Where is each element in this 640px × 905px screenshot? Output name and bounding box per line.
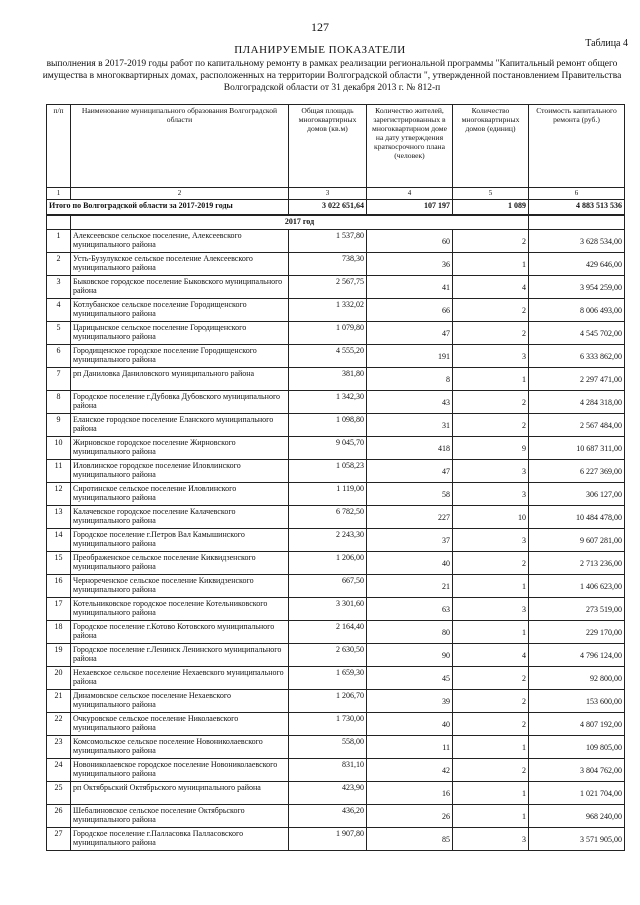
row-area: 1 907,80: [289, 828, 367, 851]
row-houses: 2: [453, 322, 529, 345]
row-houses: 2: [453, 414, 529, 437]
total-row: [47, 200, 625, 216]
row-area: 381,80: [289, 368, 367, 391]
row-municipality-name: Динамовское сельское поселение Нехаевского муниципального района: [71, 690, 289, 713]
document-title: ПЛАНИРУЕМЫЕ ПОКАЗАТЕЛИ: [234, 44, 406, 56]
row-number: 20: [47, 667, 71, 690]
total-houses: 1 089: [453, 200, 529, 216]
row-residents: 47: [367, 460, 453, 483]
row-residents: 41: [367, 276, 453, 299]
row-houses: 1: [453, 368, 529, 391]
row-area: 1 206,70: [289, 690, 367, 713]
header-cost: Стоимость капитального ремонта (руб.): [529, 105, 625, 188]
row-residents: 418: [367, 437, 453, 460]
row-cost: 3 954 259,00: [529, 276, 625, 299]
row-residents: 36: [367, 253, 453, 276]
header-row: [47, 105, 625, 188]
row-residents: 37: [367, 529, 453, 552]
row-number: 11: [47, 460, 71, 483]
row-cost: 3 571 905,00: [529, 828, 625, 851]
row-area: 1 730,00: [289, 713, 367, 736]
column-number: 2: [71, 188, 289, 200]
header-num: п/п: [47, 105, 71, 188]
row-area: 1 098,80: [289, 414, 367, 437]
row-area: 423,90: [289, 782, 367, 805]
row-houses: 2: [453, 299, 529, 322]
row-area: 6 782,50: [289, 506, 367, 529]
row-houses: 2: [453, 759, 529, 782]
row-cost: 229 170,00: [529, 621, 625, 644]
row-municipality-name: Чернореченское сельское поселение Киквидзенского муниципального района: [71, 575, 289, 598]
row-municipality-name: Очкуровское сельское поселение Николаевского муниципального района: [71, 713, 289, 736]
table-row: [47, 299, 625, 322]
row-area: 2 164,40: [289, 621, 367, 644]
row-area: 1 332,02: [289, 299, 367, 322]
table-row: [47, 828, 625, 851]
row-municipality-name: Усть-Бузулукское сельское поселение Алексеевского муниципального района: [71, 253, 289, 276]
row-area: 4 555,20: [289, 345, 367, 368]
row-cost: 10 687 311,00: [529, 437, 625, 460]
row-cost: 8 006 493,00: [529, 299, 625, 322]
row-number: 8: [47, 391, 71, 414]
row-area: 738,30: [289, 253, 367, 276]
table-row: [47, 483, 625, 506]
row-houses: 2: [453, 690, 529, 713]
row-residents: 16: [367, 782, 453, 805]
row-houses: 3: [453, 529, 529, 552]
row-number: 5: [47, 322, 71, 345]
row-residents: 85: [367, 828, 453, 851]
table-row: [47, 667, 625, 690]
table-row: [47, 575, 625, 598]
row-number: 14: [47, 529, 71, 552]
row-area: 1 119,00: [289, 483, 367, 506]
plan-table: [46, 104, 625, 851]
table-row: [47, 736, 625, 759]
header-residents: Количество жителей, зарегистрированных в многоквартирном доме на дату утверждения краткосрочного плана (человек): [367, 105, 453, 188]
row-municipality-name: Еланское городское поселение Еланского муниципального района: [71, 414, 289, 437]
table-row: [47, 552, 625, 575]
header-name: Наименование муниципального образования Волгоградской области: [71, 105, 289, 188]
row-houses: 9: [453, 437, 529, 460]
row-number: 13: [47, 506, 71, 529]
row-municipality-name: Калачевское городское поселение Калачевского муниципального района: [71, 506, 289, 529]
row-number: 12: [47, 483, 71, 506]
column-number: 3: [289, 188, 367, 200]
table-row: [47, 529, 625, 552]
row-number: 19: [47, 644, 71, 667]
row-houses: 1: [453, 575, 529, 598]
row-cost: 10 484 478,00: [529, 506, 625, 529]
row-residents: 58: [367, 483, 453, 506]
column-number: 4: [367, 188, 453, 200]
row-municipality-name: рп Даниловка Даниловского муниципального района: [71, 368, 289, 391]
total-cost: 4 883 513 536: [529, 200, 625, 216]
table-row: [47, 368, 625, 391]
row-cost: 273 519,00: [529, 598, 625, 621]
row-number: 3: [47, 276, 71, 299]
row-number: 27: [47, 828, 71, 851]
row-municipality-name: Городищенское городское поселение Городищенского муниципального района: [71, 345, 289, 368]
row-cost: 1 406 623,00: [529, 575, 625, 598]
row-municipality-name: Иловлинское городское поселение Иловлинского муниципального района: [71, 460, 289, 483]
row-municipality-name: Новониколаевское городское поселение Новониколаевского муниципального района: [71, 759, 289, 782]
table-row: [47, 414, 625, 437]
row-cost: 4 796 124,00: [529, 644, 625, 667]
row-municipality-name: Городское поселение г.Петров Вал Камышинского муниципального района: [71, 529, 289, 552]
row-cost: 4 807 192,00: [529, 713, 625, 736]
row-houses: 10: [453, 506, 529, 529]
row-municipality-name: Городское поселение г.Котово Котовского муниципального района: [71, 621, 289, 644]
row-residents: 42: [367, 759, 453, 782]
table-row: [47, 805, 625, 828]
header-houses: Количество многоквартирных домов (единиц): [453, 105, 529, 188]
row-municipality-name: Комсомольское сельское поселение Новониколаевского муниципального района: [71, 736, 289, 759]
row-number: 16: [47, 575, 71, 598]
row-area: 1 537,80: [289, 230, 367, 253]
row-municipality-name: Жирновское городское поселение Жирновского муниципального района: [71, 437, 289, 460]
row-municipality-name: рп Октябрьский Октябрьского муниципального района: [71, 782, 289, 805]
row-cost: 6 227 369,00: [529, 460, 625, 483]
table-row: [47, 690, 625, 713]
row-area: 2 630,50: [289, 644, 367, 667]
column-number-row: [47, 188, 625, 200]
table-row: [47, 230, 625, 253]
row-residents: 40: [367, 713, 453, 736]
row-number: 26: [47, 805, 71, 828]
row-area: 1 058,23: [289, 460, 367, 483]
row-houses: 1: [453, 253, 529, 276]
table-row: [47, 713, 625, 736]
table-label: Таблица 4: [585, 38, 628, 49]
row-area: 1 206,00: [289, 552, 367, 575]
column-number: 1: [47, 188, 71, 200]
row-houses: 2: [453, 391, 529, 414]
row-municipality-name: Шебалиновское сельское поселение Октябрьского муниципального района: [71, 805, 289, 828]
table-row: [47, 437, 625, 460]
row-houses: 1: [453, 782, 529, 805]
year-row: [47, 215, 625, 230]
row-cost: 306 127,00: [529, 483, 625, 506]
row-cost: 3 628 534,00: [529, 230, 625, 253]
row-area: 1 342,30: [289, 391, 367, 414]
row-residents: 31: [367, 414, 453, 437]
row-cost: 1 021 704,00: [529, 782, 625, 805]
row-houses: 2: [453, 552, 529, 575]
row-municipality-name: Сиротинское сельское поселение Иловлинского муниципального района: [71, 483, 289, 506]
row-municipality-name: Нехаевское сельское поселение Нехаевского муниципального района: [71, 667, 289, 690]
table-row: [47, 598, 625, 621]
row-cost: 2 713 236,00: [529, 552, 625, 575]
row-houses: 2: [453, 667, 529, 690]
table-row: [47, 253, 625, 276]
column-number: 5: [453, 188, 529, 200]
column-number: 6: [529, 188, 625, 200]
row-municipality-name: Городское поселение г.Ленинск Ленинского муниципального района: [71, 644, 289, 667]
row-area: 2 243,30: [289, 529, 367, 552]
row-number: 9: [47, 414, 71, 437]
row-cost: 109 805,00: [529, 736, 625, 759]
row-residents: 47: [367, 322, 453, 345]
row-houses: 1: [453, 621, 529, 644]
row-houses: 4: [453, 644, 529, 667]
row-cost: 2 567 484,00: [529, 414, 625, 437]
row-number: 25: [47, 782, 71, 805]
row-number: 4: [47, 299, 71, 322]
row-houses: 3: [453, 460, 529, 483]
row-area: 9 045,70: [289, 437, 367, 460]
row-cost: 968 240,00: [529, 805, 625, 828]
total-residents: 107 197: [367, 200, 453, 216]
table-row: [47, 391, 625, 414]
row-residents: 63: [367, 598, 453, 621]
page-number: 127: [311, 20, 329, 34]
row-houses: 3: [453, 483, 529, 506]
row-residents: 43: [367, 391, 453, 414]
row-area: 2 567,75: [289, 276, 367, 299]
row-number: 1: [47, 230, 71, 253]
table-row: [47, 759, 625, 782]
row-residents: 11: [367, 736, 453, 759]
row-number: 18: [47, 621, 71, 644]
row-cost: 92 800,00: [529, 667, 625, 690]
row-municipality-name: Котлубанское сельское поселение Городищенского муниципального района: [71, 299, 289, 322]
table-row: [47, 782, 625, 805]
row-residents: 80: [367, 621, 453, 644]
total-label: Итого по Волгоградской области за 2017-2019 годы: [47, 200, 289, 216]
table-row: [47, 276, 625, 299]
row-number: 6: [47, 345, 71, 368]
table-row: [47, 345, 625, 368]
row-residents: 227: [367, 506, 453, 529]
row-municipality-name: Преображенское сельское поселение Киквидзенского муниципального района: [71, 552, 289, 575]
row-houses: 3: [453, 598, 529, 621]
row-residents: 26: [367, 805, 453, 828]
year-label: 2017 год: [71, 215, 529, 230]
row-cost: 153 600,00: [529, 690, 625, 713]
row-houses: 3: [453, 345, 529, 368]
row-area: 1 079,80: [289, 322, 367, 345]
row-area: 436,20: [289, 805, 367, 828]
row-residents: 40: [367, 552, 453, 575]
row-area: 831,10: [289, 759, 367, 782]
row-houses: 3: [453, 828, 529, 851]
table-row: [47, 644, 625, 667]
row-number: 22: [47, 713, 71, 736]
row-residents: 60: [367, 230, 453, 253]
row-number: 24: [47, 759, 71, 782]
row-municipality-name: Городское поселение г.Палласовка Палласовского муниципального района: [71, 828, 289, 851]
row-residents: 90: [367, 644, 453, 667]
row-residents: 66: [367, 299, 453, 322]
row-municipality-name: Царицынское сельское поселение Городищенского муниципального района: [71, 322, 289, 345]
row-number: 15: [47, 552, 71, 575]
row-area: 667,50: [289, 575, 367, 598]
row-houses: 2: [453, 713, 529, 736]
row-houses: 4: [453, 276, 529, 299]
row-municipality-name: Котельниковское городское поселение Котельниковского муниципального района: [71, 598, 289, 621]
row-number: 21: [47, 690, 71, 713]
row-residents: 8: [367, 368, 453, 391]
table-row: [47, 322, 625, 345]
row-number: 10: [47, 437, 71, 460]
row-municipality-name: Городское поселение г.Дубовка Дубовского муниципального района: [71, 391, 289, 414]
row-number: 23: [47, 736, 71, 759]
row-residents: 45: [367, 667, 453, 690]
row-cost: 9 607 281,00: [529, 529, 625, 552]
row-cost: 2 297 471,00: [529, 368, 625, 391]
row-residents: 21: [367, 575, 453, 598]
table-row: [47, 506, 625, 529]
row-cost: 429 646,00: [529, 253, 625, 276]
row-area: 1 659,30: [289, 667, 367, 690]
row-cost: 4 545 702,00: [529, 322, 625, 345]
row-cost: 4 284 318,00: [529, 391, 625, 414]
row-area: 3 301,60: [289, 598, 367, 621]
row-number: 2: [47, 253, 71, 276]
row-houses: 1: [453, 736, 529, 759]
row-houses: 2: [453, 230, 529, 253]
row-municipality-name: Быковское городское поселение Быковского муниципального района: [71, 276, 289, 299]
header-area: Общая площадь многоквартирных домов (кв.м): [289, 105, 367, 188]
total-area: 3 022 651,64: [289, 200, 367, 216]
row-number: 17: [47, 598, 71, 621]
row-residents: 39: [367, 690, 453, 713]
row-area: 558,00: [289, 736, 367, 759]
row-residents: 191: [367, 345, 453, 368]
row-cost: 3 804 762,00: [529, 759, 625, 782]
document-subtitle: выполнения в 2017-2019 годы работ по капитальному ремонту в рамках реализации региональной программы "Капитальный ремонт общего имущества в многоквартирных домах, расположенных на территории Волгоградской области ", утвержденной постановлением Правительства Волгоградской области от 31 декабря 2013 г. № 812-п: [42, 59, 622, 93]
row-number: 7: [47, 368, 71, 391]
table-row: [47, 621, 625, 644]
row-houses: 1: [453, 805, 529, 828]
table-row: [47, 460, 625, 483]
row-cost: 6 333 862,00: [529, 345, 625, 368]
row-municipality-name: Алексеевское сельское поселение, Алексеевского муниципального района: [71, 230, 289, 253]
